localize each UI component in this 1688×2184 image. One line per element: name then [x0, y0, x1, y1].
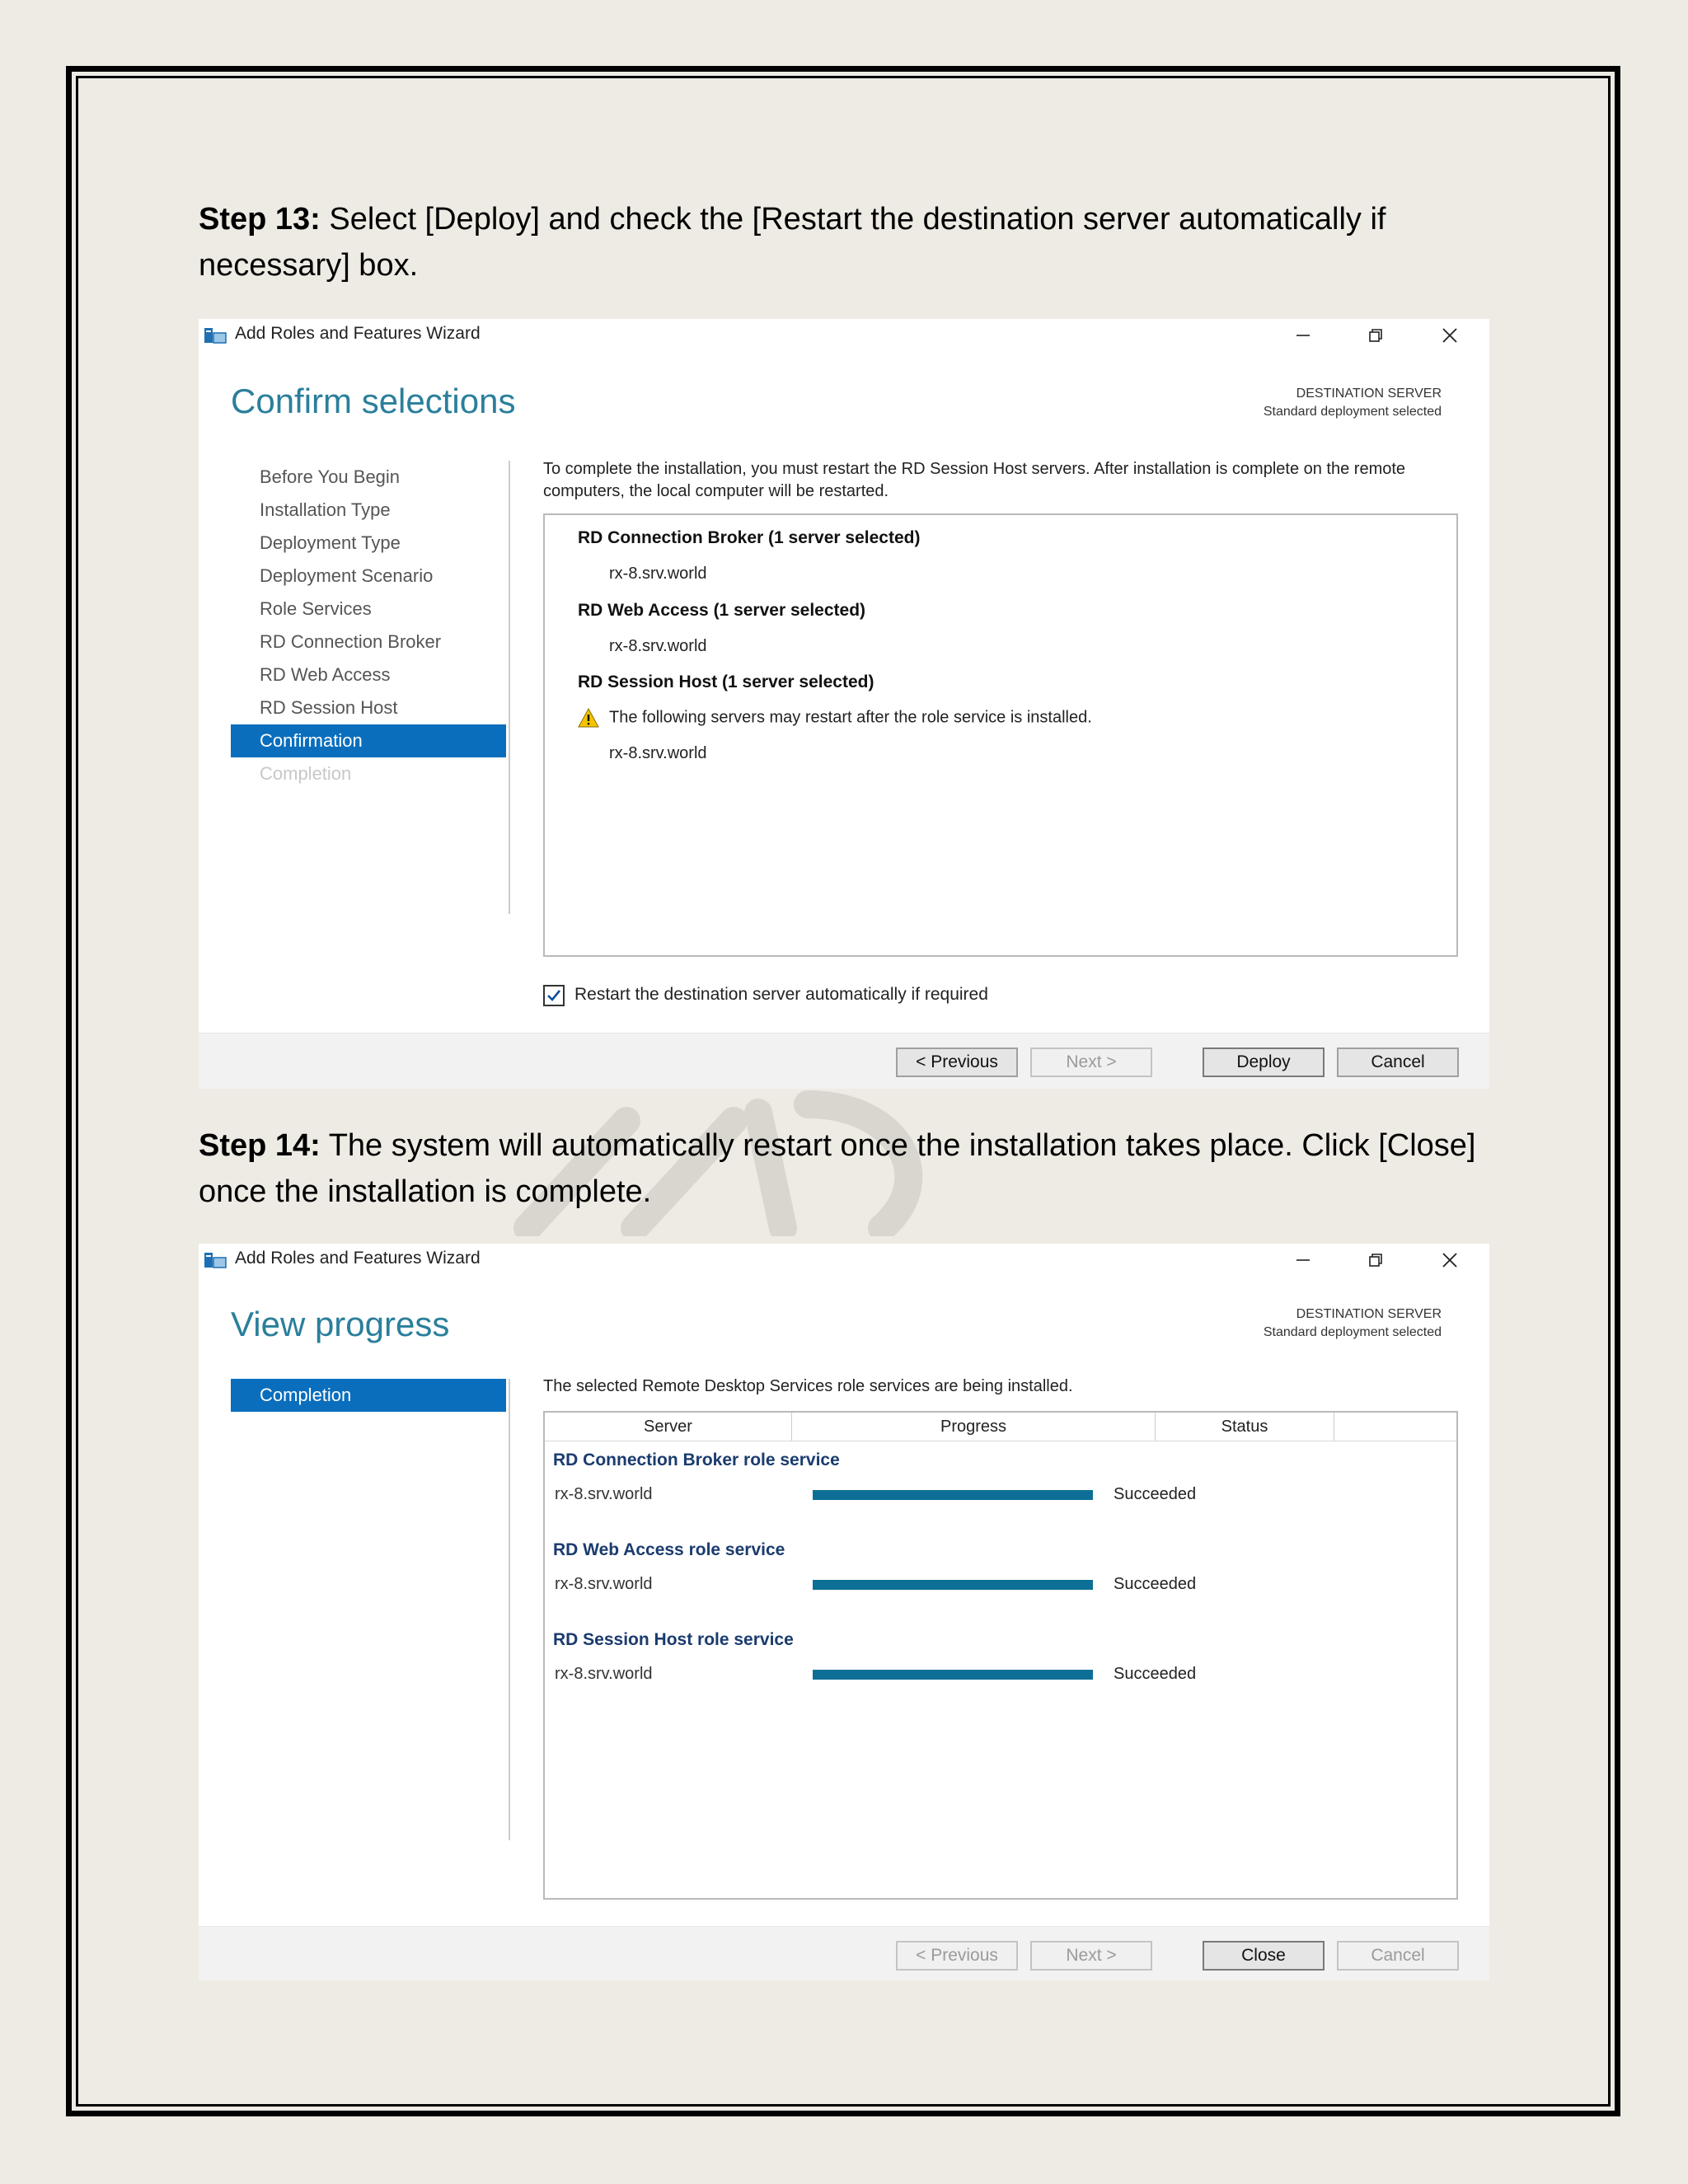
- warning-text: The following servers may restart after the role service is installed.: [609, 708, 1092, 727]
- previous-button: < Previous: [896, 1941, 1018, 1971]
- service-title: RD Session Host role service: [553, 1630, 794, 1649]
- service-title: RD Connection Broker role service: [553, 1451, 840, 1469]
- nav-item-deployment-type[interactable]: Deployment Type: [260, 532, 401, 553]
- column-header-server[interactable]: Server: [545, 1413, 792, 1441]
- window-title: Add Roles and Features Wizard: [235, 1249, 481, 1268]
- service-status: Succeeded: [1114, 1485, 1197, 1503]
- warning-icon: [578, 708, 599, 728]
- progress-description: The selected Remote Desktop Services role services are being installed.: [543, 1377, 1073, 1395]
- nav-divider: [509, 461, 510, 914]
- checkmark-icon: [545, 987, 563, 1005]
- nav-item-before-you-begin[interactable]: Before You Begin: [260, 466, 401, 487]
- nav-item-installation-type[interactable]: Installation Type: [260, 499, 391, 520]
- minimize-icon[interactable]: [1278, 319, 1328, 352]
- nav-item-rd-web-access[interactable]: RD Web Access: [260, 664, 391, 685]
- restore-icon[interactable]: [1351, 319, 1400, 352]
- role-heading-session-host: RD Session Host (1 server selected): [578, 673, 874, 691]
- window-title: Add Roles and Features Wizard: [235, 324, 481, 343]
- restart-checkbox[interactable]: [543, 985, 565, 1006]
- close-button[interactable]: Close: [1203, 1941, 1325, 1971]
- step-14-instruction: [199, 1122, 1517, 1215]
- step-13-label: Step 13:: [199, 202, 321, 237]
- nav-item-role-services[interactable]: Role Services: [260, 598, 372, 619]
- step-14-text: The system will automatically restart once the installation takes place. Click [Close] once the installation is complete.: [199, 1128, 1476, 1209]
- close-icon[interactable]: [1425, 319, 1475, 352]
- server-manager-icon: [204, 326, 227, 345]
- service-server: rx-8.srv.world: [555, 1485, 653, 1503]
- role-server-session-host: rx-8.srv.world: [609, 744, 707, 762]
- restart-warning: [578, 708, 1092, 728]
- confirmation-description: To complete the installation, you must restart the RD Session Host servers. After installation is complete on the remote computers, the local computer will be restarted.: [543, 460, 1406, 500]
- wizard-progress-window: [199, 1244, 1489, 1980]
- nav-divider: [509, 1379, 510, 1840]
- column-header-status[interactable]: Status: [1156, 1413, 1334, 1441]
- progress-bar-fill: [813, 1580, 1093, 1590]
- server-manager-icon: [204, 1250, 227, 1270]
- progress-bar-fill: [813, 1670, 1093, 1680]
- titlebar: [199, 319, 1489, 352]
- destination-server: [1264, 1305, 1442, 1342]
- nav-item-deployment-scenario[interactable]: Deployment Scenario: [260, 565, 434, 586]
- restore-icon[interactable]: [1351, 1244, 1400, 1277]
- titlebar: [199, 1244, 1489, 1277]
- progress-bar: [813, 1670, 1093, 1680]
- role-heading-connection-broker: RD Connection Broker (1 server selected): [578, 528, 921, 547]
- service-status: Succeeded: [1114, 1575, 1197, 1593]
- role-server-web-access: rx-8.srv.world: [609, 637, 707, 655]
- next-button: Next >: [1030, 1941, 1152, 1971]
- step-14-label: Step 14:: [199, 1128, 321, 1163]
- page-heading: View progress: [231, 1305, 450, 1343]
- service-title: RD Web Access role service: [553, 1540, 785, 1559]
- progress-table: [543, 1411, 1458, 1900]
- nav-item-confirmation[interactable]: Confirmation: [231, 724, 506, 757]
- wizard-nav: [231, 461, 506, 790]
- step-13-instruction: [199, 196, 1484, 288]
- progress-bar: [813, 1580, 1093, 1590]
- selections-box: [543, 513, 1458, 957]
- nav-item-completion[interactable]: Completion: [231, 1379, 506, 1412]
- deploy-button[interactable]: Deploy: [1203, 1047, 1325, 1077]
- destination-value: Standard deployment selected: [1263, 1325, 1442, 1339]
- nav-item-rd-session-host[interactable]: RD Session Host: [260, 697, 398, 718]
- wizard-confirm-window: [199, 319, 1489, 1088]
- service-status: Succeeded: [1114, 1665, 1197, 1683]
- nav-item-completion: Completion: [260, 763, 352, 784]
- cancel-button: Cancel: [1337, 1941, 1459, 1971]
- service-server: rx-8.srv.world: [555, 1665, 653, 1683]
- destination-server: [1264, 385, 1442, 421]
- wizard-nav: [231, 1379, 506, 1412]
- destination-label: DESTINATION SERVER: [1296, 1307, 1442, 1321]
- destination-value: Standard deployment selected: [1263, 405, 1442, 419]
- nav-item-rd-connection-broker[interactable]: RD Connection Broker: [260, 631, 442, 652]
- wizard-footer: [199, 1926, 1489, 1980]
- minimize-icon[interactable]: [1278, 1244, 1328, 1277]
- step-13-text: Select [Deploy] and check the [Restart the destination server automatically if necessary] box.: [199, 202, 1386, 283]
- next-button: Next >: [1030, 1047, 1152, 1077]
- wizard-footer: [199, 1033, 1489, 1089]
- service-server: rx-8.srv.world: [555, 1575, 653, 1593]
- close-icon[interactable]: [1425, 1244, 1475, 1277]
- destination-label: DESTINATION SERVER: [1296, 387, 1442, 401]
- restart-checkbox-label[interactable]: Restart the destination server automatically if required: [574, 985, 988, 1004]
- role-heading-web-access: RD Web Access (1 server selected): [578, 601, 866, 620]
- cancel-button[interactable]: Cancel: [1337, 1047, 1459, 1077]
- role-server-connection-broker: rx-8.srv.world: [609, 565, 707, 583]
- progress-bar-fill: [813, 1490, 1093, 1500]
- progress-bar: [813, 1490, 1093, 1500]
- column-header-progress[interactable]: Progress: [792, 1413, 1156, 1441]
- previous-button[interactable]: < Previous: [896, 1047, 1018, 1077]
- page-heading: Confirm selections: [231, 382, 516, 420]
